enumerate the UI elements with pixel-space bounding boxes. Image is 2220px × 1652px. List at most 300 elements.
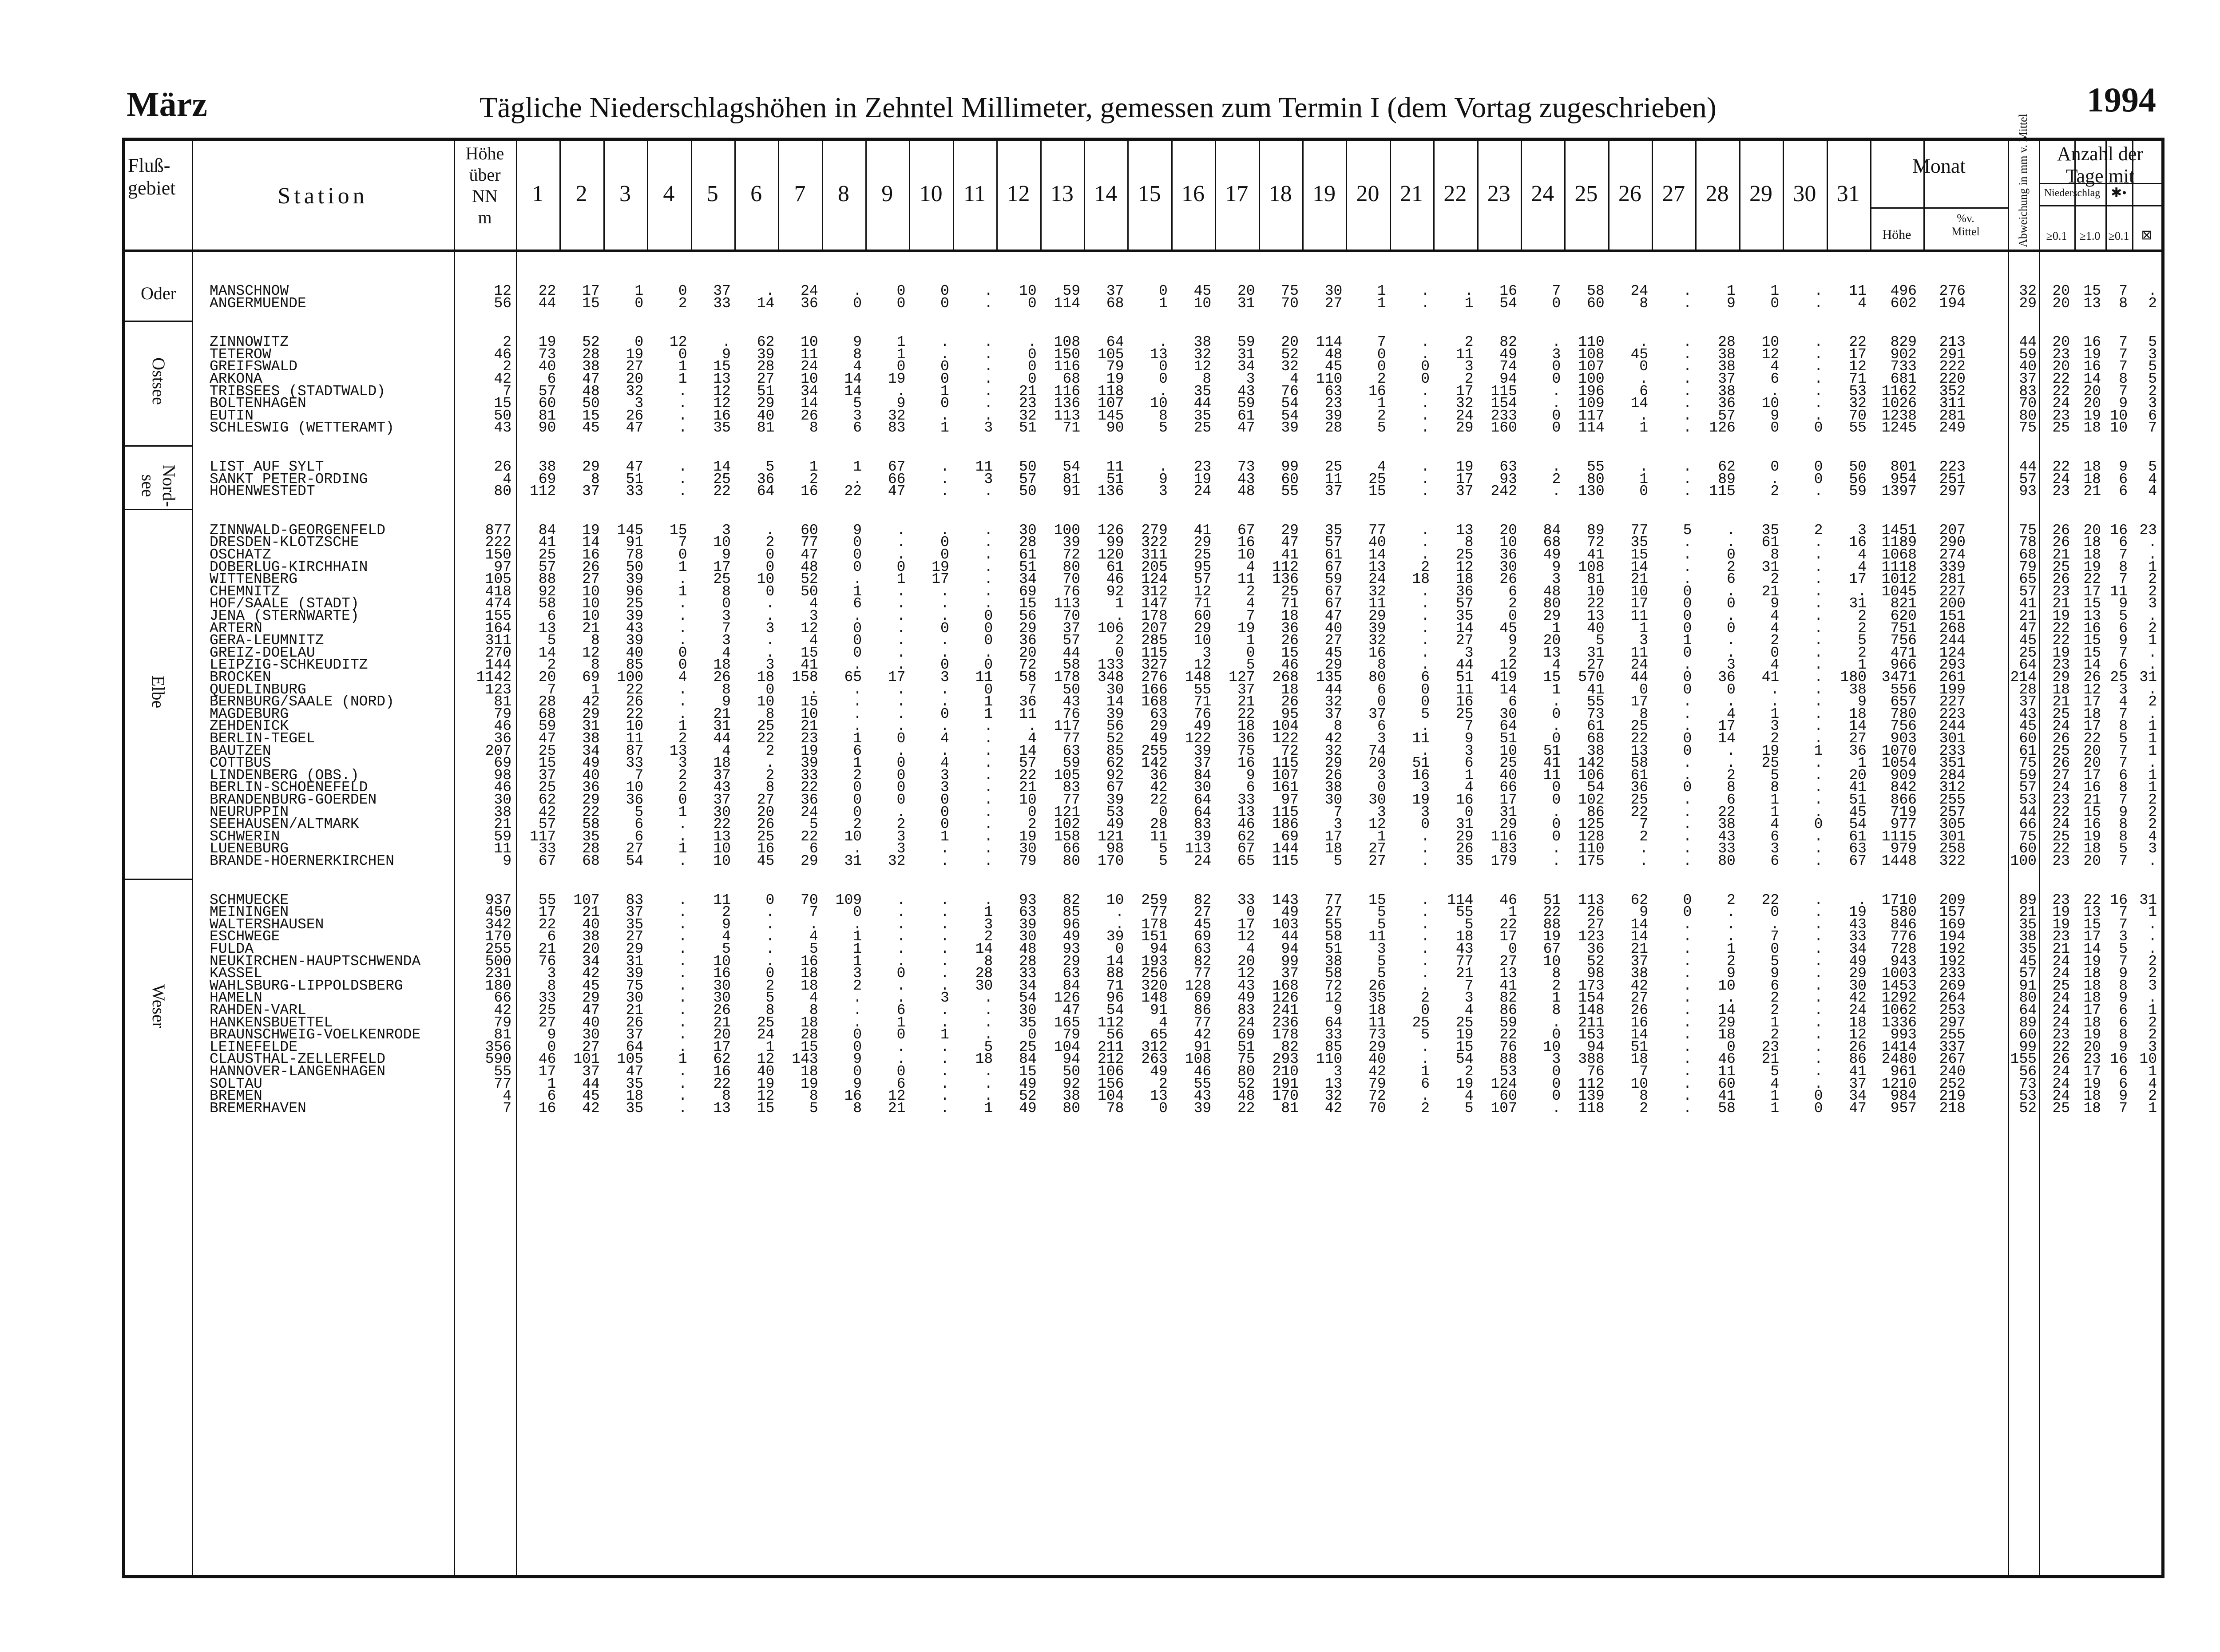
day-value: . (1814, 571, 1823, 588)
day-value: 0 (1770, 295, 1780, 312)
station-name: MANSCHNOW (210, 283, 289, 299)
day-value: 108 (1578, 346, 1605, 363)
day-value: . (1814, 977, 1823, 994)
day-value: . (678, 471, 687, 487)
day-value: 1 (1639, 420, 1649, 436)
day-value: 52 (1281, 346, 1299, 363)
day-value: 5 (1377, 965, 1386, 982)
day-value: 40 (757, 1063, 775, 1080)
day-value: 44 (1630, 669, 1649, 685)
day-value: 5 (1333, 853, 1343, 869)
day-value: 10 (582, 595, 600, 612)
monat-pct: 219 (1939, 1088, 1966, 1105)
monat-hoehe: 776 (1890, 928, 1917, 945)
day-value: 0 (896, 779, 906, 796)
day-value: . (1683, 1063, 1692, 1080)
day-value: 39 (1324, 407, 1343, 424)
day-value: . (1639, 853, 1649, 869)
day-value: 3 (984, 420, 993, 436)
day-value: 9 (1158, 471, 1168, 487)
count-ge01: 25 (2052, 1100, 2070, 1117)
day-value: 58 (1630, 755, 1649, 772)
day-value: . (1421, 632, 1430, 649)
day-value: 37 (1630, 953, 1649, 970)
day-value: 0 (1552, 730, 1561, 747)
day-value: 50 (801, 583, 818, 600)
day-value: 22 (1543, 904, 1561, 921)
day-value: 54 (1587, 779, 1605, 796)
day-value: 2 (1770, 1026, 1780, 1043)
day-value: 0 (896, 295, 906, 312)
day-value: 33 (1849, 928, 1867, 945)
day-value: . (678, 1026, 687, 1043)
day-value: 17 (1849, 571, 1867, 588)
day-value: 2 (1727, 559, 1736, 575)
monat-pct: 301 (1939, 730, 1966, 747)
day-value: 63 (1499, 459, 1517, 475)
day-value: 94 (1587, 1038, 1605, 1055)
day-value: 33 (713, 295, 731, 312)
day-value: 2 (1552, 977, 1561, 994)
day-value: 12 (1849, 358, 1867, 375)
day-value: 84 (1062, 977, 1081, 994)
day-value: 3 (940, 779, 949, 796)
day-value: . (1421, 608, 1430, 624)
day-value: 5 (1858, 632, 1867, 649)
count-ge10: 20 (2083, 853, 2101, 869)
day-value: 29 (757, 395, 775, 412)
day-value: 5 (1158, 420, 1168, 436)
day-value: 312 (1141, 583, 1168, 600)
day-value: . (984, 295, 993, 312)
count-ge01: 24 (2052, 1063, 2070, 1080)
day-value: 81 (1281, 1100, 1299, 1117)
day-value: 37 (1849, 1075, 1867, 1092)
day-value: . (1421, 395, 1430, 412)
day-value: 69 (1281, 828, 1299, 845)
day-value: . (940, 977, 949, 994)
monat-pct: 192 (1939, 953, 1966, 970)
day-value: 16 (582, 547, 600, 563)
day-value: 14 (757, 295, 775, 312)
day-value: . (1683, 1038, 1692, 1055)
day-value: 0 (1246, 644, 1255, 661)
day-value: 154 (1491, 395, 1517, 412)
day-value: 0 (940, 792, 949, 808)
day-value: 21 (582, 904, 600, 921)
monat-pct: 218 (1939, 1100, 1966, 1117)
day-value: 8 (1202, 371, 1212, 387)
day-value: . (1115, 904, 1124, 921)
day-value: 26 (1368, 977, 1386, 994)
day-value: . (853, 1002, 862, 1018)
day-value: . (940, 953, 949, 970)
count-box: 7 (2148, 420, 2157, 436)
station-elevation: 180 (485, 977, 511, 994)
day-value: 38 (582, 730, 600, 747)
station-elevation: 81 (494, 693, 511, 710)
day-value: . (1552, 693, 1561, 710)
day-value: 81 (1062, 471, 1081, 487)
count-ge01: 24 (2052, 471, 2070, 487)
station-elevation: 69 (494, 755, 511, 772)
day-value: 1 (1464, 767, 1474, 784)
day-value: 20 (582, 941, 600, 957)
count-ge10: 17 (2083, 718, 2101, 735)
abweichung-value: 57 (2019, 779, 2037, 796)
day-value: 23 (1324, 395, 1343, 412)
day-value: . (896, 804, 906, 820)
day-value: 279 (1141, 522, 1168, 539)
day-value: 12 (1237, 928, 1255, 945)
day-value: 25 (1630, 718, 1649, 735)
day-value: . (940, 853, 949, 869)
day-value: 25 (713, 471, 731, 487)
day-value: 29 (1193, 620, 1212, 637)
count-box: . (2148, 644, 2157, 661)
station-name: SCHMUECKE (210, 891, 289, 908)
day-value: 0 (1683, 742, 1692, 759)
monat-hoehe: 866 (1890, 792, 1917, 808)
day-value: 25 (1193, 547, 1212, 563)
day-value: 44 (1324, 681, 1343, 698)
station-name: MEININGEN (210, 904, 289, 921)
day-value: 4 (940, 730, 949, 747)
day-value: 0 (1814, 420, 1823, 436)
day-value: 2 (1464, 334, 1474, 351)
abweichung-value: 99 (2019, 1038, 2037, 1055)
day-value: . (765, 595, 775, 612)
day-value: 59 (1237, 395, 1255, 412)
day-value: 77 (1324, 891, 1343, 908)
day-value: 60 (1718, 1075, 1736, 1092)
day-value: . (984, 730, 993, 747)
day-value: 12 (1237, 965, 1255, 982)
day-value: 40 (538, 358, 556, 375)
day-value: 37 (1193, 755, 1212, 772)
day-value: 1 (896, 571, 906, 588)
day-value: . (1814, 840, 1823, 857)
day-value: 24 (757, 1026, 775, 1043)
day-value: . (678, 853, 687, 869)
day-value: 64 (1193, 792, 1212, 808)
count-snow: 10 (2110, 407, 2128, 424)
day-value: 43 (1849, 916, 1867, 933)
day-value: 30 (1499, 559, 1517, 575)
day-value: 121 (1054, 804, 1081, 820)
day-value: 17 (1324, 828, 1343, 845)
day-value: 18 (1455, 571, 1474, 588)
count-ge10: 16 (2083, 816, 2101, 833)
day-value: 36 (1499, 547, 1517, 563)
day-value: 45 (1193, 283, 1212, 299)
count-box: . (2148, 705, 2157, 722)
count-box: 3 (2148, 1038, 2157, 1055)
day-value: 34 (1849, 1088, 1867, 1105)
monat-hoehe: 1336 (1881, 1014, 1917, 1031)
day-value: 38 (1718, 358, 1736, 375)
station-elevation: 21 (494, 816, 511, 833)
day-value: 1 (853, 459, 862, 475)
day-value: 1 (1683, 632, 1692, 649)
day-value: 320 (1141, 977, 1168, 994)
day-value: 80 (1587, 471, 1605, 487)
day-value: . (984, 483, 993, 500)
day-value: 85 (1062, 904, 1081, 921)
day-value: 10 (1193, 295, 1212, 312)
day-value: 41 (1587, 681, 1605, 698)
day-value: 83 (1237, 1002, 1255, 1018)
day-value: 31 (844, 853, 862, 869)
day-value: 233 (1491, 407, 1517, 424)
day-value: 29 (1324, 657, 1343, 673)
station-header: Station (278, 183, 368, 209)
day-value: 25 (1019, 1038, 1037, 1055)
day-value: 34 (1237, 358, 1255, 375)
region-divider-h (125, 321, 192, 322)
day-value: 30 (1019, 840, 1037, 857)
station-elevation: 4 (503, 471, 511, 487)
count-box: 1 (2148, 718, 2157, 735)
day-value: 61 (1630, 767, 1649, 784)
monat-hoehe: 620 (1890, 608, 1917, 624)
day-value: . (853, 718, 862, 735)
day-value: 16 (1412, 767, 1430, 784)
day-value: 126 (1097, 522, 1124, 539)
day-value: 107 (573, 891, 600, 908)
day-value: 3 (1552, 1051, 1561, 1068)
count-ge10: 21 (2083, 792, 2101, 808)
day-value: . (1727, 693, 1736, 710)
day-value: 54 (1062, 459, 1081, 475)
day-value: . (1158, 334, 1168, 351)
count-box: 2 (2148, 571, 2157, 588)
station-elevation: 46 (494, 779, 511, 796)
day-value: 2 (678, 779, 687, 796)
day-value: 3 (1377, 767, 1386, 784)
day-value: 38 (1324, 779, 1343, 796)
day-value: 17 (1455, 471, 1474, 487)
day-value: 41 (1849, 779, 1867, 796)
day-value: 9 (1246, 767, 1255, 784)
day-value: 5 (722, 941, 731, 957)
day-value: 29 (1150, 718, 1168, 735)
day-value: 47 (582, 371, 600, 387)
day-value: 118 (1097, 383, 1124, 400)
day-value: . (1683, 346, 1692, 363)
day-value: 0 (1508, 608, 1517, 624)
monat-pct: 220 (1939, 371, 1966, 387)
day-value: 1 (678, 840, 687, 857)
day-value: 99 (1281, 459, 1299, 475)
day-value: 121 (1097, 828, 1124, 845)
day-value: 14 (975, 941, 993, 957)
station-elevation: 270 (485, 644, 511, 661)
day-value: . (678, 977, 687, 994)
day-value: 27 (1368, 840, 1386, 857)
day-value: . (1421, 547, 1430, 563)
day-value: 6 (547, 1088, 556, 1105)
day-value: 126 (1054, 990, 1081, 1006)
day-value: 0 (1421, 681, 1430, 698)
day-value: 68 (1062, 371, 1081, 387)
day-value: 71 (1062, 420, 1081, 436)
count-ge01: 20 (2052, 283, 2070, 299)
day-value: 68 (1543, 534, 1561, 551)
monat-hoehe: 780 (1890, 705, 1917, 722)
day-value: . (940, 471, 949, 487)
day-value: . (1639, 407, 1649, 424)
count-ge10: 16 (2083, 620, 2101, 637)
count-box: 1 (2148, 1100, 2157, 1117)
day-value: 27 (582, 1038, 600, 1055)
day-value: 96 (1062, 916, 1081, 933)
day-value: 26 (1281, 693, 1299, 710)
day-value: . (940, 693, 949, 710)
day-value: . (1552, 718, 1561, 735)
day-value: 36 (1455, 583, 1474, 600)
day-value: 42 (1630, 977, 1649, 994)
day-value: 150 (1054, 346, 1081, 363)
station-name: BERLIN-TEGEL (210, 730, 315, 747)
day-value: . (1683, 657, 1692, 673)
day-value: 42 (1324, 730, 1343, 747)
day-value: 11 (1237, 571, 1255, 588)
day-value: 1 (1115, 595, 1124, 612)
day-value: 0 (1552, 407, 1561, 424)
day-value: 23 (1019, 395, 1037, 412)
day-value: 25 (757, 1014, 775, 1031)
day-value: 7 (1770, 928, 1780, 945)
count-snow: 8 (2119, 977, 2128, 994)
day-value: . (1683, 965, 1692, 982)
box-icon: ⊠ (2141, 228, 2153, 242)
station-elevation: 15 (494, 395, 511, 412)
day-value: 15 (801, 693, 818, 710)
count-ge01: 26 (2052, 522, 2070, 539)
day-value: 49 (1281, 904, 1299, 921)
day-value: 142 (1141, 755, 1168, 772)
day-value: 13 (1630, 742, 1649, 759)
station-elevation: 418 (485, 583, 511, 600)
day-value: 104 (1272, 718, 1299, 735)
day-value: 70 (1849, 407, 1867, 424)
day-value: 47 (1237, 420, 1255, 436)
day-value: 6 (1770, 371, 1780, 387)
day-value: 6 (1508, 693, 1517, 710)
day-value: 8 (591, 471, 600, 487)
day-value: 117 (529, 828, 556, 845)
abweichung-value: 25 (2019, 644, 2037, 661)
day-value: 70 (1062, 608, 1081, 624)
day-value: 12 (801, 620, 818, 637)
day-value: 15 (582, 407, 600, 424)
day-value: 73 (538, 346, 556, 363)
day-value: 94 (1062, 1051, 1081, 1068)
day-value: 0 (940, 816, 949, 833)
day-value: 0 (1027, 346, 1037, 363)
day-value: 5 (809, 816, 818, 833)
day-value: 6 (1246, 779, 1255, 796)
day-value: 66 (888, 471, 906, 487)
count-ge10: 19 (2083, 953, 2101, 970)
day-value: . (896, 941, 906, 957)
day-value: . (853, 681, 862, 698)
day-value: 1 (940, 420, 949, 436)
abweichung-value: 37 (2019, 693, 2037, 710)
day-value: 1 (896, 1014, 906, 1031)
month-label: März (127, 85, 207, 123)
day-value: . (678, 891, 687, 908)
day-value: 44 (582, 1075, 600, 1092)
day-value: 81 (1587, 571, 1605, 588)
day-value: 61 (1019, 547, 1037, 563)
day-value: . (678, 928, 687, 945)
day-value: 419 (1491, 669, 1517, 685)
day-value: 47 (626, 1063, 644, 1080)
day-value: 76 (1062, 583, 1081, 600)
count-ge10: 18 (2083, 977, 2101, 994)
day-value: 57 (1324, 534, 1343, 551)
day-value: 0 (1421, 1002, 1430, 1018)
day-value: . (1552, 804, 1561, 820)
station-name: CHEMNITZ (210, 583, 280, 600)
day-value: 10 (713, 853, 731, 869)
day-value: 22 (1237, 1100, 1255, 1117)
count-ge01: 26 (2052, 730, 2070, 747)
day-value: 7 (1377, 334, 1386, 351)
count-snow: 16 (2110, 1051, 2128, 1068)
day-value: . (896, 916, 906, 933)
day-value: 21 (713, 1014, 731, 1031)
day-value: 20 (757, 804, 775, 820)
day-value: . (1814, 928, 1823, 945)
station-name: SOLTAU (210, 1075, 262, 1092)
station-name: NEURUPPIN (210, 804, 289, 820)
day-value: . (984, 547, 993, 563)
day-value: 15 (801, 644, 818, 661)
day-value: 6 (1421, 669, 1430, 685)
day-value: 2 (1770, 483, 1780, 500)
day-value: 0 (1727, 547, 1736, 563)
day-value: 25 (757, 828, 775, 845)
day-value: 21 (626, 1002, 644, 1018)
day-value: 108 (1185, 1051, 1212, 1068)
day-value: 0 (1683, 681, 1692, 698)
day-value: 40 (1587, 620, 1605, 637)
day-value: . (765, 928, 775, 945)
monat-hoehe: 657 (1890, 693, 1917, 710)
day-value: 3 (1377, 730, 1386, 747)
day-value: 28 (757, 358, 775, 375)
day-value: . (678, 965, 687, 982)
day-value: 8 (853, 346, 862, 363)
monat-hoehe: 1026 (1881, 395, 1917, 412)
day-value: 25 (1193, 420, 1212, 436)
monat-pct: 200 (1939, 595, 1966, 612)
abweichung-value: 57 (2019, 583, 2037, 600)
day-value: 19 (1019, 828, 1037, 845)
day-value: 211 (1578, 1014, 1605, 1031)
day-value: . (1421, 583, 1430, 600)
day-value: 0 (984, 620, 993, 637)
day-value: 11 (1106, 459, 1124, 475)
day-value: 0 (1421, 358, 1430, 375)
day-value: 86 (1193, 1002, 1212, 1018)
day-value: 15 (1543, 669, 1561, 685)
count-ge10: 15 (2083, 644, 2101, 661)
day-value: 6 (547, 928, 556, 945)
